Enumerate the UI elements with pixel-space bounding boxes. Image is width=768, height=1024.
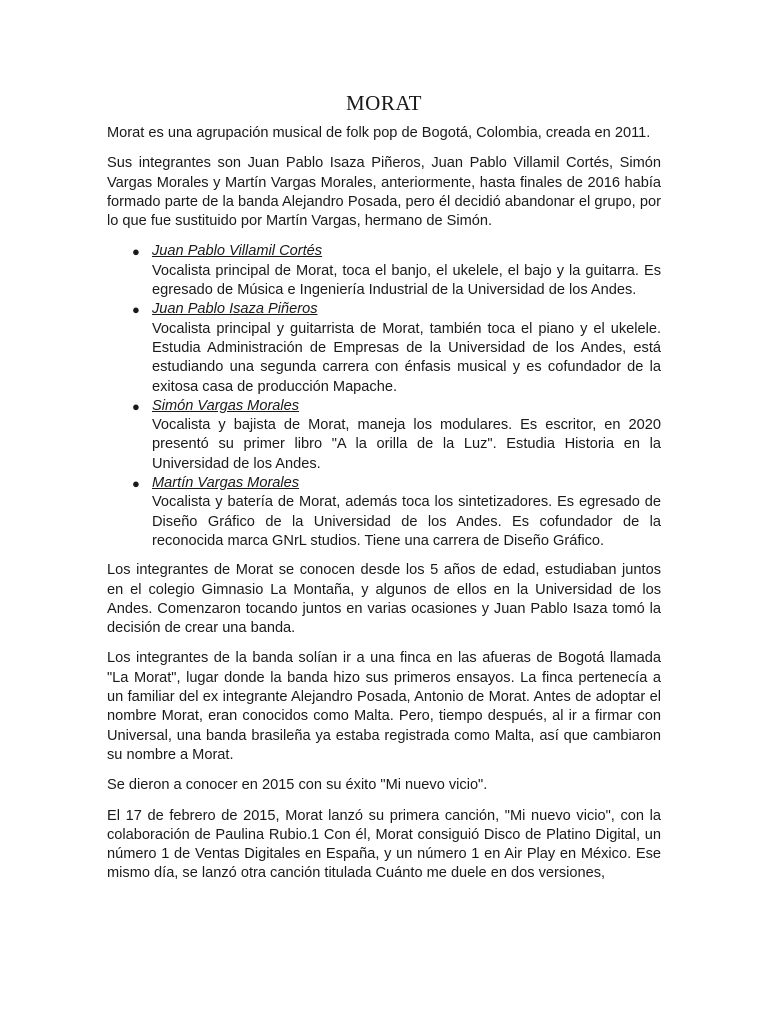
history-paragraph: Los integrantes de Morat se conocen desde los 5 años de edad, estudiaban juntos en el colegio Gimnasio La Montaña, y algunos de ellos en la Universidad de los Andes. Comenzaron tocando juntos en varias ocasiones y Juan Pablo Isaza tomó la decisión de crear una banda.: [107, 562, 661, 637]
bullet-icon: ●: [132, 476, 140, 492]
debut-paragraph: Se dieron a conocer en 2015 con su éxito "Mi nuevo vicio".: [107, 777, 488, 794]
document-title: MORAT: [345, 91, 422, 115]
list-item: [107, 242, 661, 300]
list-item: [107, 397, 661, 474]
bullet-icon: ●: [132, 244, 140, 260]
list-item: [107, 474, 661, 551]
list-item: [107, 300, 661, 396]
member-name-link[interactable]: Simón Vargas Morales: [152, 397, 300, 414]
intro-paragraph: Morat es una agrupación musical de folk pop de Bogotá, Colombia, creada en 2011.: [107, 125, 651, 141]
bullet-icon: ●: [132, 398, 140, 414]
first-song-paragraph: El 17 de febrero de 2015, Morat lanzó su primera canción, "Mi nuevo vicio", con la colaboración de Paulina Rubio.1 Con él, Morat consiguió Disco de Platino Digital, un número 1 de Ventas Digitales en España, y un número 1 en Air Play en México. Ese mismo día, se lanzó otra canción titulada Cuánto me duele en dos versiones,: [107, 807, 661, 882]
member-description: Vocalista y batería de Morat, además toca los sintetizadores. Es egresado de Diseño Gráfico de la Universidad de los Andes. Es cofundador de la reconocida marca GNrL studios. Tiene una carrera de Diseño Gráfico.: [152, 494, 661, 549]
member-name-link[interactable]: Martín Vargas Morales: [152, 475, 300, 492]
name-origin-paragraph: Los integrantes de la banda solían ir a una finca en las afueras de Bogotá llamada "La Morat", lugar donde la banda hizo sus primeros ensayos. La finca pertenecía a un familiar del ex integrante Alejandro Posada, Antonio de Morat. Antes de adoptar el nombre Morat, eran conocidos como Malta. Pero, tiempo después, al ir a firmar con Universal, una banda brasileña ya estaba registrada como Malta, así que cambiaron su nombre a Morat.: [107, 650, 661, 763]
member-description: Vocalista principal de Morat, toca el banjo, el ukelele, el bajo y la guitarra. Es egresado de Música e Ingeniería Industrial de la Universidad de los Andes.: [152, 262, 661, 299]
member-description: Vocalista y bajista de Morat, maneja los modulares. Es escritor, en 2020 presentó su primer libro "A la orilla de la Luz". Estudia Historia en la Universidad de los Andes.: [152, 417, 661, 472]
bullet-icon: ●: [132, 302, 140, 318]
member-description: Vocalista principal y guitarrista de Morat, también toca el piano y el ukelele. Estudia Administración de Empresas de la Universidad de los Andes, está estudiando una segunda carrera con énfasis musical y es cofundador de la exitosa casa de producción Mapache.: [152, 320, 661, 395]
members-list: [107, 242, 661, 551]
member-name-link[interactable]: Juan Pablo Villamil Cortés: [152, 243, 323, 260]
members-paragraph: Sus integrantes son Juan Pablo Isaza Piñeros, Juan Pablo Villamil Cortés, Simón Vargas Morales y Martín Vargas Morales, anteriormente, hasta finales de 2016 había formado parte de la banda Alejandro Posada, pero él decidió abandonar el grupo, por lo que fue sustituido por Martín Vargas, hermano de Simón.: [107, 155, 661, 230]
member-name-link[interactable]: Juan Pablo Isaza Piñeros: [152, 301, 318, 318]
document-page: [107, 88, 661, 895]
